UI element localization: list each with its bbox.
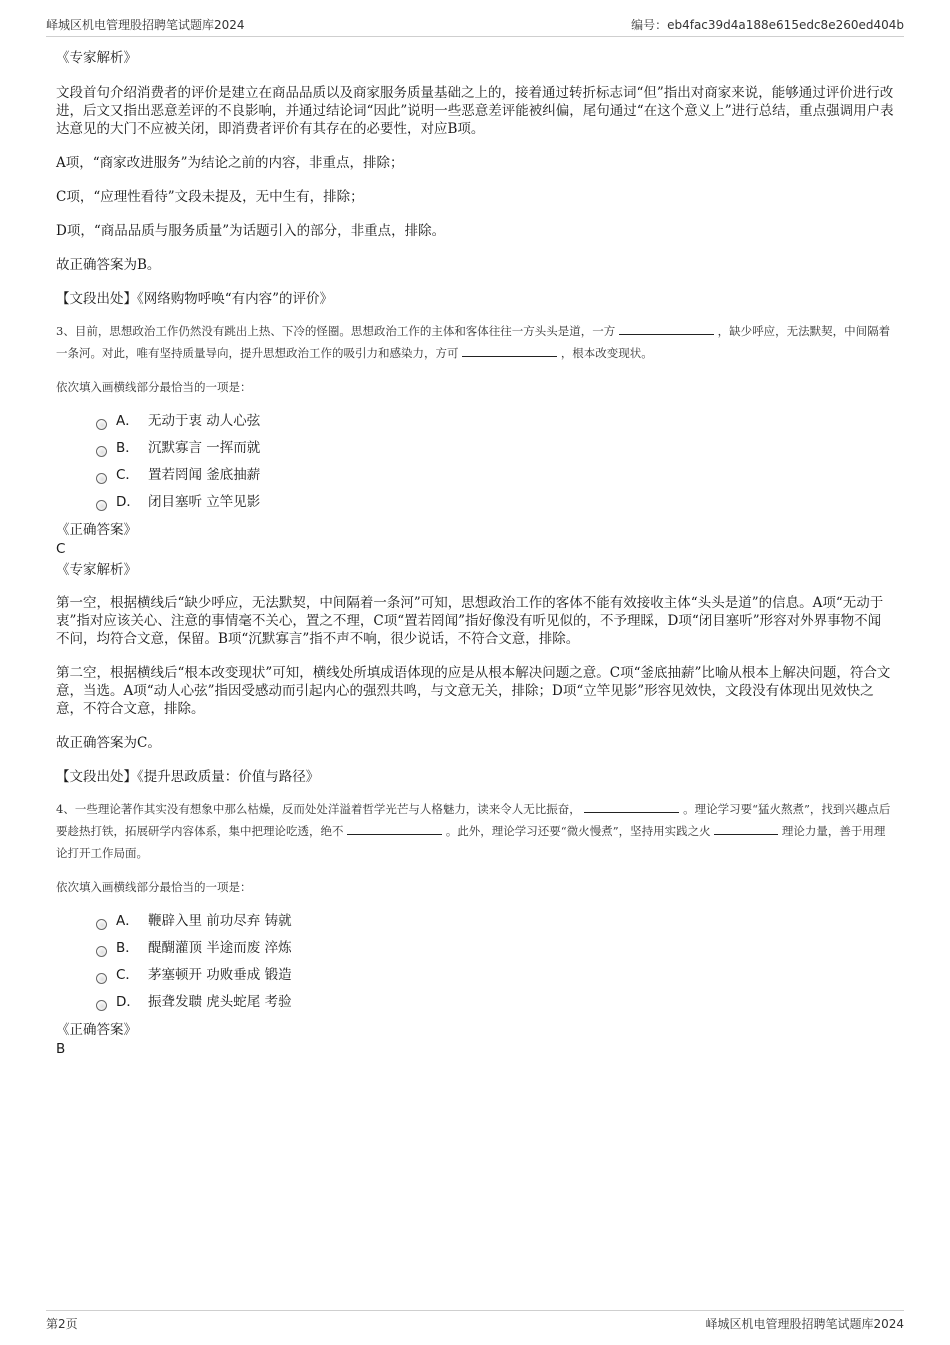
source-citation: 【文段出处】《提升思政质量：价值与路径》 — [56, 769, 320, 785]
analysis-option-c: C项，“应理性看待”文段未提及，无中生有，排除； — [56, 189, 364, 205]
fill-blank — [347, 822, 442, 835]
option-d[interactable] — [96, 489, 894, 516]
radio-icon[interactable] — [96, 500, 107, 511]
source-citation: 【文段出处】《网络购物呼唤“有内容”的评价》 — [56, 291, 334, 307]
option-text: 振聋发聩 虎头蛇尾 考验 — [148, 994, 292, 1010]
radio-icon[interactable] — [96, 973, 107, 984]
analysis-label: 《专家解析》 — [56, 50, 137, 66]
analysis-option-a: A项，“商家改进服务”为结论之前的内容，非重点，排除； — [56, 155, 404, 171]
option-letter: A． — [116, 913, 139, 929]
question-stem — [56, 798, 894, 864]
analysis-paragraph: 第二空，根据横线后“根本改变现状”可知，横线处所填成语体现的应是从根本解决问题之意。C项“釜底抽薪”比喻从根本上解决问题，符合文意，当选。A项“动人心弦”指因受感动而引起内心的强烈共鸣，与文意无关，排除；D项“立竿见影”形容见效快，文段没有体现出见效快之意，不符合文意，排除。 — [56, 665, 891, 717]
question-prompt: 依次填入画横线部分最恰当的一项是： — [56, 880, 252, 894]
option-c[interactable] — [96, 962, 894, 989]
radio-icon[interactable] — [96, 446, 107, 457]
option-b[interactable] — [96, 935, 894, 962]
analysis-paragraph: 第一空，根据横线后“缺少呼应，无法默契，中间隔着一条河”可知，思想政治工作的客体不能有效接收主体“头头是道”的信息。A项“无动于衷”指对应该关心、注意的事情毫不关心，置之不理，C项“置若罔闻”指好像没有听见似的，不予理睬，D项“闭目塞听”形容对外界事物不闻不问，均符合文意，保留。B项“沉默寡言”指不声不响，很少说话，不符合文意，排除。 — [56, 595, 884, 647]
fill-blank — [462, 344, 557, 357]
question-stem — [56, 320, 894, 364]
option-a[interactable] — [96, 908, 894, 935]
option-letter: B． — [116, 440, 139, 456]
option-a[interactable] — [96, 408, 894, 435]
page-content — [56, 44, 894, 1058]
analysis-paragraph: 文段首句介绍消费者的评价是建立在商品品质以及商家服务质量基础之上的，接着通过转折标志词“但”指出对商家来说，能够通过评价进行改进，后文又指出恶意差评的不良影响，并通过结论词“因此”说明一些恶意差评能被纠偏，尾句通过“在这个意义上”进行总结，重点强调用户表达意见的大门不应被关闭，即消费者评价有其存在的必要性，对应B项。 — [56, 85, 894, 137]
stem-text: 理论力量，善于用理论打开工作局面。 — [56, 824, 886, 860]
answer-value: C — [56, 541, 66, 557]
option-letter: C． — [116, 467, 139, 483]
option-letter: D． — [116, 994, 140, 1010]
radio-icon[interactable] — [96, 946, 107, 957]
radio-icon[interactable] — [96, 473, 107, 484]
option-text: 置若罔闻 釜底抽薪 — [148, 467, 261, 483]
option-text: 茅塞顿开 功败垂成 锻造 — [148, 967, 292, 983]
option-letter: A． — [116, 413, 139, 429]
fill-blank — [619, 322, 714, 335]
fill-blank — [714, 822, 778, 835]
radio-icon[interactable] — [96, 1000, 107, 1011]
analysis-conclusion: 故正确答案为C。 — [56, 735, 161, 751]
analysis-label: 《专家解析》 — [56, 562, 137, 578]
stem-text: 4、一些理论著作其实没有想象中那么枯燥，反而处处洋溢着哲学光芒与人格魅力，读来令人无比振奋， — [56, 802, 581, 816]
question-prompt: 依次填入画横线部分最恰当的一项是： — [56, 380, 252, 394]
page-header — [46, 14, 904, 37]
radio-icon[interactable] — [96, 919, 107, 930]
option-letter: B． — [116, 940, 139, 956]
option-letter: D． — [116, 494, 140, 510]
option-text: 闭目塞听 立竿见影 — [148, 494, 261, 510]
option-text: 沉默寡言 一挥而就 — [148, 440, 261, 456]
header-title: 峄城区机电管理股招聘笔试题库2024 — [46, 18, 245, 32]
option-text: 无动于衷 动人心弦 — [148, 413, 261, 429]
footer-title: 峄城区机电管理股招聘笔试题库2024 — [705, 1317, 904, 1331]
analysis-option-d: D项，“商品品质与服务质量”为话题引入的部分，非重点，排除。 — [56, 223, 446, 239]
stem-text: 3、目前，思想政治工作仍然没有跳出上热、下冷的怪圈。思想政治工作的主体和客体往往一方头头是道，一方 — [56, 324, 616, 338]
analysis-conclusion: 故正确答案为B。 — [56, 257, 161, 273]
answer-value: B — [56, 1041, 66, 1057]
stem-text: ，缺少呼应，无法默契，中间隔着一条河。对此，唯有坚持质量导向，提升思想政治工作的吸引力和感染力，方可 — [56, 324, 891, 360]
option-list — [96, 908, 894, 1016]
option-letter: C． — [116, 967, 139, 983]
option-text: 醍醐灌顶 半途而废 淬炼 — [148, 940, 292, 956]
option-list — [96, 408, 894, 516]
option-d[interactable] — [96, 989, 894, 1016]
header-code: 编号：eb4fac39d4a188e615edc8e260ed404b — [631, 18, 904, 32]
radio-icon[interactable] — [96, 419, 107, 430]
stem-text: ，根本改变现状。 — [560, 346, 653, 360]
answer-label: 《正确答案》 — [56, 1022, 137, 1038]
stem-text: 。理论学习要“猛火熬煮”，找到兴趣点后要趁热打铁，拓展研学内容体系，集中把理论吃透，绝不 — [56, 802, 891, 838]
fill-blank — [584, 800, 679, 813]
answer-label: 《正确答案》 — [56, 522, 137, 538]
page-footer — [46, 1310, 904, 1335]
page-number: 第2页 — [46, 1317, 78, 1331]
stem-text: 。此外，理论学习还要“微火慢煮”，坚持用实践之火 — [445, 824, 711, 838]
option-b[interactable] — [96, 435, 894, 462]
option-c[interactable] — [96, 462, 894, 489]
option-text: 鞭辟入里 前功尽弃 铸就 — [148, 913, 292, 929]
